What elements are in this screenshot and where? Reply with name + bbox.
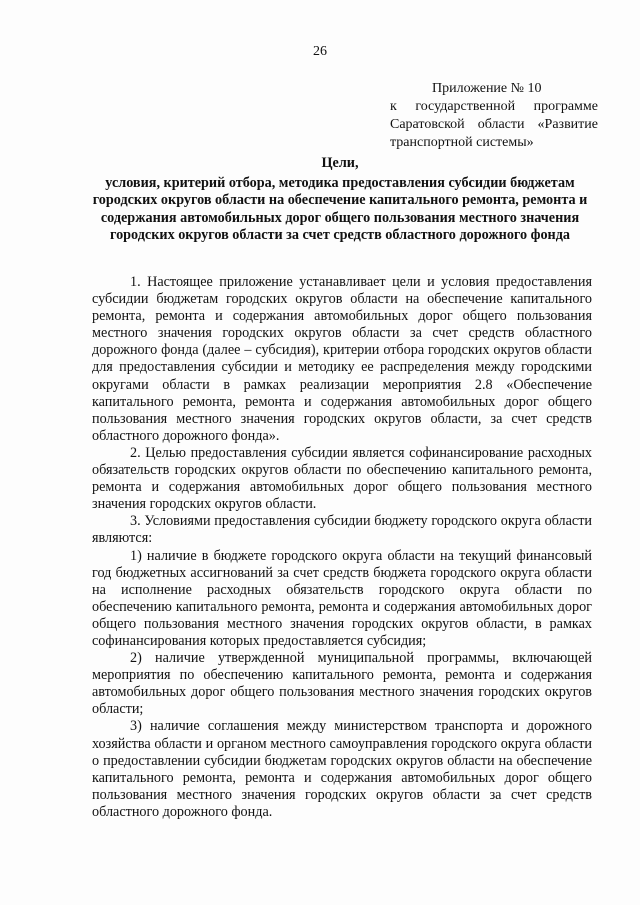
page-number: 26 <box>313 44 327 59</box>
title-subheading: условия, критерий отбора, методика предоставления субсидии бюджетам городских округов области на обеспечение капитального ремонта, ремонта и содержания автомобильных дорог общего пользования местного значения городских округов области за счет средств областного дорожного фонда <box>92 174 588 244</box>
appendix-header <box>390 80 598 152</box>
title-heading: Цели, <box>321 155 359 171</box>
condition-item-2: 2) наличие утвержденной муниципальной программы, включающей мероприятия по обеспечению капитального ремонта, ремонта и содержания автомобильных дорог общего пользования местного значения городских округов области; <box>92 650 592 718</box>
paragraph-3: 3. Условиями предоставления субсидии бюджету городского округа области являются: <box>92 513 592 547</box>
document-title <box>80 155 600 245</box>
condition-item-1: 1) наличие в бюджете городского округа области на текущий финансовый год бюджетных ассигнований за счет средств бюджета городского округа области на исполнение расходных обязательств городского округа области по обеспечению капитального ремонта, ремонта и содержания автомобильных дорог общего пользования местного значения городских округов области, в рамках софинансирования которых предоставляется субсидия; <box>92 547 592 649</box>
condition-item-3: 3) наличие соглашения между министерством транспорта и дорожного хозяйства области и органом местного самоуправления городского округа области о предоставлении субсидии бюджетам городских округов области на обеспечение капитального ремонта, ремонта и содержания автомобильных дорог общего пользования местного значения городских округов области за счет средств областного дорожного фонда. <box>92 718 592 820</box>
appendix-system-line: транспортной системы» <box>390 135 534 150</box>
appendix-program-line: к государственной программе <box>390 99 598 114</box>
document-body <box>92 274 592 821</box>
appendix-number: Приложение № 10 <box>432 81 542 96</box>
appendix-region-line: Саратовской области «Развитие <box>390 117 598 132</box>
paragraph-1: 1. Настоящее приложение устанавливает цели и условия предоставления субсидии бюджетам городских округов области на обеспечение капитального ремонта, ремонта и содержания автомобильных дорог общего пользования местного значения городских округов области за счет средств областного дорожного фонда (далее – субсидия), критерии отбора городских округов области для предоставления субсидии и методику ее распределения между городскими округами области в рамках реализации мероприятия 2.8 «Обеспечение капитального ремонта, ремонта и содержания автомобильных дорог общего пользования местного значения городских округов области, за счет средств областного дорожного фонда». <box>92 274 592 444</box>
paragraph-2: 2. Целью предоставления субсидии является софинансирование расходных обязательств городских округов области по обеспечению капитального ремонта, ремонта и содержания автомобильных дорог общего пользования местного значения городских округов области. <box>92 444 592 513</box>
